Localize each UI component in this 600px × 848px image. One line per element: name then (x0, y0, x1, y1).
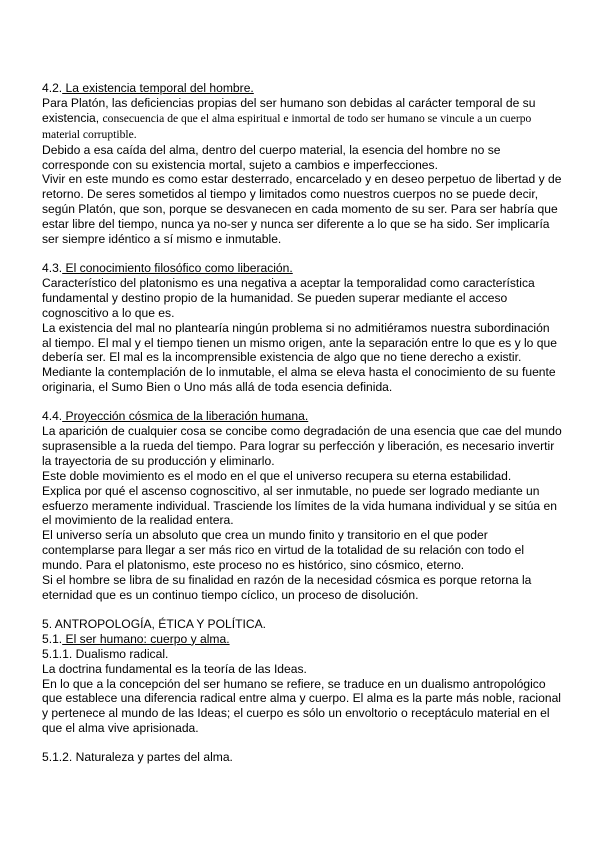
section-4-4-heading (42, 409, 562, 424)
section-title: La existencia temporal del hombre. (62, 81, 254, 95)
section-4-3-heading (42, 261, 562, 276)
subsection-5-1-1-heading: 5.1.1. Dualismo radical. (42, 646, 169, 661)
paragraph-text: Para Platón, las deficiencias propias del ser humano son debidas al carácter temporal de su existencia, (42, 95, 536, 125)
paragraph: Debido a esa caída del alma, dentro del cuerpo material, la esencia del hombre no se corresponde con su existencia mortal, sujeto a cambios e imperfecciones. (42, 142, 501, 172)
paragraph: Este doble movimiento es el modo en el que el universo recupera su eterna estabilidad. (42, 468, 512, 483)
paragraph: La existencia del mal no plantearía ningún problema si no admitiéramos nuestra subordinación al tiempo. El mal y el tiempo tienen un mismo origen, ante la separación entre lo que es y lo que debería ser. El mal es la incomprensible existencia de algo que no tiene derecho a existir. (42, 320, 557, 365)
spacer (42, 603, 562, 617)
paragraph: La aparición de cualquier cosa se concibe como degradación de una esencia que cae del mundo suprasensible a la rueda del tiempo. Para lograr su perfección y liberación, es necesario invertir la trayectoria de su producción y eliminarlo. (42, 424, 562, 468)
chapter-5-heading: 5. ANTROPOLOGÍA, ÉTICA Y POLÍTICA. (42, 616, 267, 631)
section-4-2-heading (42, 81, 562, 96)
section-number: 5.1. (42, 631, 63, 646)
paragraph: Característico del platonismo es una negativa a aceptar la temporalidad como característica fundamental y destino propio de la humanidad. Se pueden superar mediante el acceso cognoscitivo a lo que es. (42, 275, 535, 320)
paragraph: Si el hombre se libra de su finalidad en razón de la necesidad cósmica es porque retorna la eternidad que es un continuo tiempo cíclico, un proceso de disolución. (42, 573, 532, 602)
document-page (42, 81, 562, 765)
spacer (42, 247, 562, 261)
spacer (42, 736, 562, 750)
section-number: 4.4. (42, 409, 63, 424)
section-5-1-heading (42, 632, 562, 647)
spacer (42, 395, 562, 409)
paragraph (42, 96, 562, 143)
paragraph: Explica por qué el ascenso cognoscitivo, al ser inmutable, no puede ser logrado mediante un esfuerzo meramente individual. Trasciende los límites de la vida humana individual y se sitúa en el movimiento de la realidad entera. (42, 483, 557, 528)
section-title: Proyección cósmica de la liberación humana. (62, 409, 309, 424)
section-title: El conocimiento filosófico como liberación. (62, 260, 293, 275)
subsection-5-1-2-heading: 5.1.2. Naturaleza y partes del alma. (42, 750, 233, 765)
paragraph: Mediante la contemplación de lo inmutable, el alma se eleva hasta el conocimiento de su fuente originaria, el Sumo Bien o Uno más allá de toda esencia definida. (42, 365, 556, 395)
paragraph: La doctrina fundamental es la teoría de las Ideas. (42, 661, 307, 676)
section-number: 4.3. (42, 260, 63, 275)
section-number: 4.2. (42, 81, 63, 95)
paragraph: El universo sería un absoluto que crea un mundo finito y transitorio en el que poder contemplarse para llegar a ser más rico en virtud de la totalidad de su relación con todo el mundo. Para el platonismo, este proceso no es histórico, sino cósmico, eterno. (42, 528, 525, 573)
section-title: El ser humano: cuerpo y alma. (62, 631, 230, 646)
paragraph: Vivir en este mundo es como estar desterrado, encarcelado y en deseo perpetuo de libertad y de retorno. De seres sometidos al tiempo y limitados como nuestros cuerpos no se puede decir, según Platón, que son, porque se desvanecen en cada momento de su ser. Para ser habría que estar libre del tiempo, nunca ya no-ser y nunca ser diferente a lo que se ha sido. Ser implicaría ser siempre idéntico a sí mismo e inmutable. (42, 172, 562, 247)
paragraph: En lo que a la concepción del ser humano se refiere, se traduce en un dualismo antropológico que establece una diferencia radical entre alma y cuerpo. El alma es la parte más noble, racional y pertenece al mundo de las Ideas; el cuerpo es sólo un envoltorio o receptáculo material en el que el alma vive aprisionada. (42, 676, 561, 736)
paragraph-text-serif: consecuencia de que el alma espiritual e inmortal de todo ser humano se vincule a un cuerpo material corruptible. (42, 111, 532, 141)
